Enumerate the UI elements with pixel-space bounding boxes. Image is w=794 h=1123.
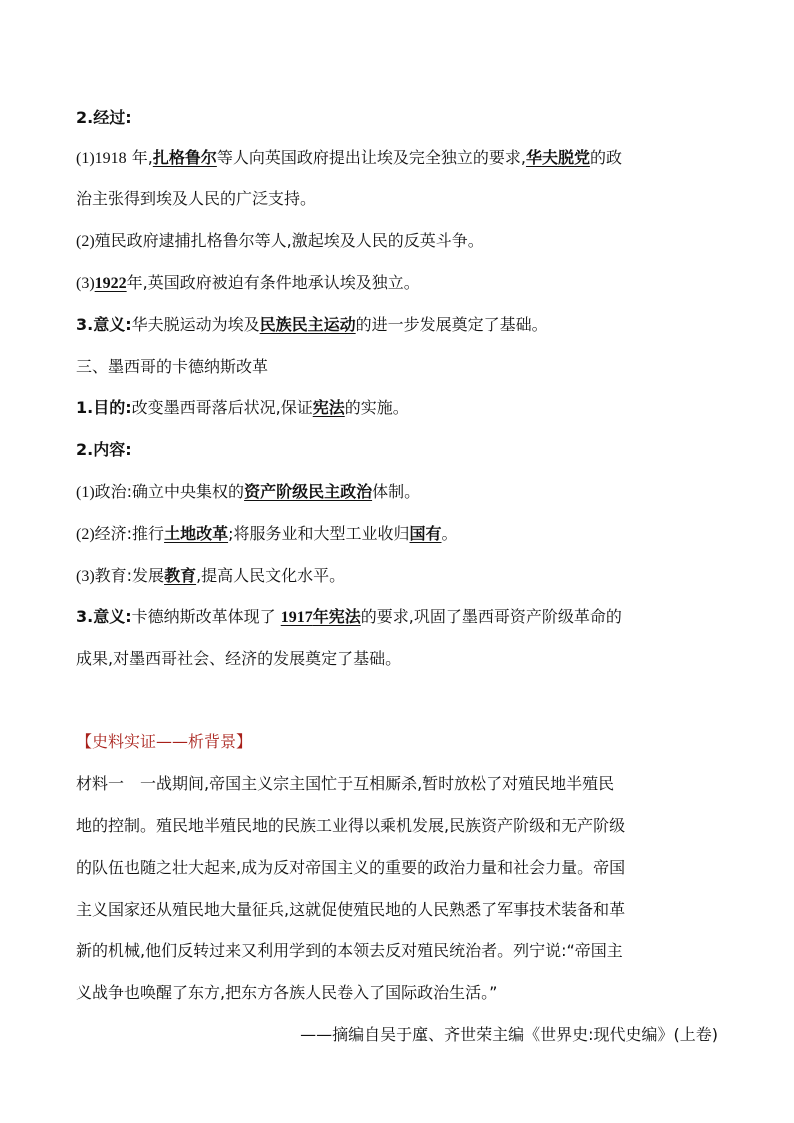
text-segment: 的政 (589, 148, 622, 167)
text-segment: 年,英国政府被迫有条件地承认埃及独立。 (126, 273, 420, 292)
text-segment: ,提高人民文化水平。 (196, 566, 346, 585)
key-term: 扎格鲁尔 (152, 148, 217, 167)
key-term: 1922 (94, 275, 127, 292)
text-segment: 经济:推行 (94, 524, 165, 543)
section-heading-process: 2.经过: (76, 108, 132, 127)
purpose-line (76, 396, 721, 420)
content-item-2 (76, 522, 721, 547)
historical-evidence-title: 【史料实证——析背景】 (76, 732, 253, 751)
item-number: (3) (76, 568, 95, 585)
text-segment: ;将服务业和大型工业收归 (228, 524, 410, 543)
text-segment: 改变墨西哥落后状况,保证 (131, 398, 313, 417)
text-segment: 体制。 (372, 482, 421, 501)
key-term: 资产阶级民主政治 (244, 482, 373, 501)
material-line: 新的机械,他们反转过来又利用学到的本领去反对殖民统治者。列宁说:“帝国主 (76, 941, 623, 960)
item-number: (1) (76, 484, 95, 501)
paragraph-process-1-line-2: 治主张得到埃及人民的广泛支持。 (76, 189, 317, 208)
key-term: 国有 (409, 524, 442, 543)
item-number: (3) (76, 275, 95, 292)
key-term: 1917 (280, 609, 313, 626)
label: 3.意义: (76, 315, 132, 334)
material-line: 地的控制。殖民地半殖民地的民族工业得以乘机发展,民族资产阶级和无产阶级 (76, 816, 626, 835)
year-text: 1918 (94, 150, 127, 167)
section-title-mexico: 三、墨西哥的卡德纳斯改革 (76, 357, 269, 376)
label: 3.意义: (76, 607, 132, 626)
key-term: 年宪法 (312, 607, 361, 626)
material-source: ——摘编自吴于廑、齐世荣主编《世界史:现代史编》(上卷) (300, 1025, 718, 1044)
text-segment: 的实施。 (344, 398, 409, 417)
paragraph-process-1-line-1 (76, 146, 721, 171)
key-term: 华夫脱党 (525, 148, 590, 167)
text-segment: 华夫脱运动为埃及 (131, 315, 260, 334)
key-term: 土地改革 (164, 524, 229, 543)
key-term: 宪法 (312, 398, 345, 417)
significance-wafd (76, 313, 721, 337)
material-line: 义战争也唤醒了东方,把东方各族人民卷入了国际政治生活。” (76, 983, 498, 1002)
label: 1.目的: (76, 398, 132, 417)
text-segment: 政治:确立中央集权的 (94, 482, 245, 501)
paragraph-process-3 (76, 271, 721, 296)
text-segment: 卡德纳斯改革体现了 (131, 607, 281, 626)
item-number: (2) (76, 233, 95, 250)
section-heading-content: 2.内容: (76, 440, 132, 459)
text-segment: 等人向英国政府提出让埃及完全独立的要求, (216, 148, 526, 167)
item-number: (2) (76, 526, 95, 543)
text-segment: 殖民政府逮捕扎格鲁尔等人,激起埃及人民的反英斗争。 (94, 231, 484, 250)
significance-cardenas-line-1 (76, 605, 721, 630)
text-segment: 。 (441, 524, 458, 543)
significance-cardenas-line-2: 成果,对墨西哥社会、经济的发展奠定了基础。 (76, 649, 402, 668)
material-line: 材料一 一战期间,帝国主义宗主国忙于互相厮杀,暂时放松了对殖民地半殖民 (76, 774, 615, 793)
material-line: 主义国家还从殖民地大量征兵,这就促使殖民地的人民熟悉了军事技术装备和革 (76, 900, 626, 919)
text-segment: 年, (126, 148, 153, 167)
content-item-3 (76, 564, 721, 589)
item-number: (1) (76, 150, 95, 167)
text-segment: 的进一步发展奠定了基础。 (355, 315, 548, 334)
key-term: 教育 (164, 566, 197, 585)
key-term: 民族民主运动 (259, 315, 356, 334)
text-segment: 教育:发展 (94, 566, 165, 585)
paragraph-process-2 (76, 229, 721, 254)
text-segment: 的要求,巩固了墨西哥资产阶级革命的 (360, 607, 622, 626)
material-line: 的队伍也随之壮大起来,成为反对帝国主义的重要的政治力量和社会力量。帝国 (76, 858, 626, 877)
content-item-1 (76, 480, 721, 505)
